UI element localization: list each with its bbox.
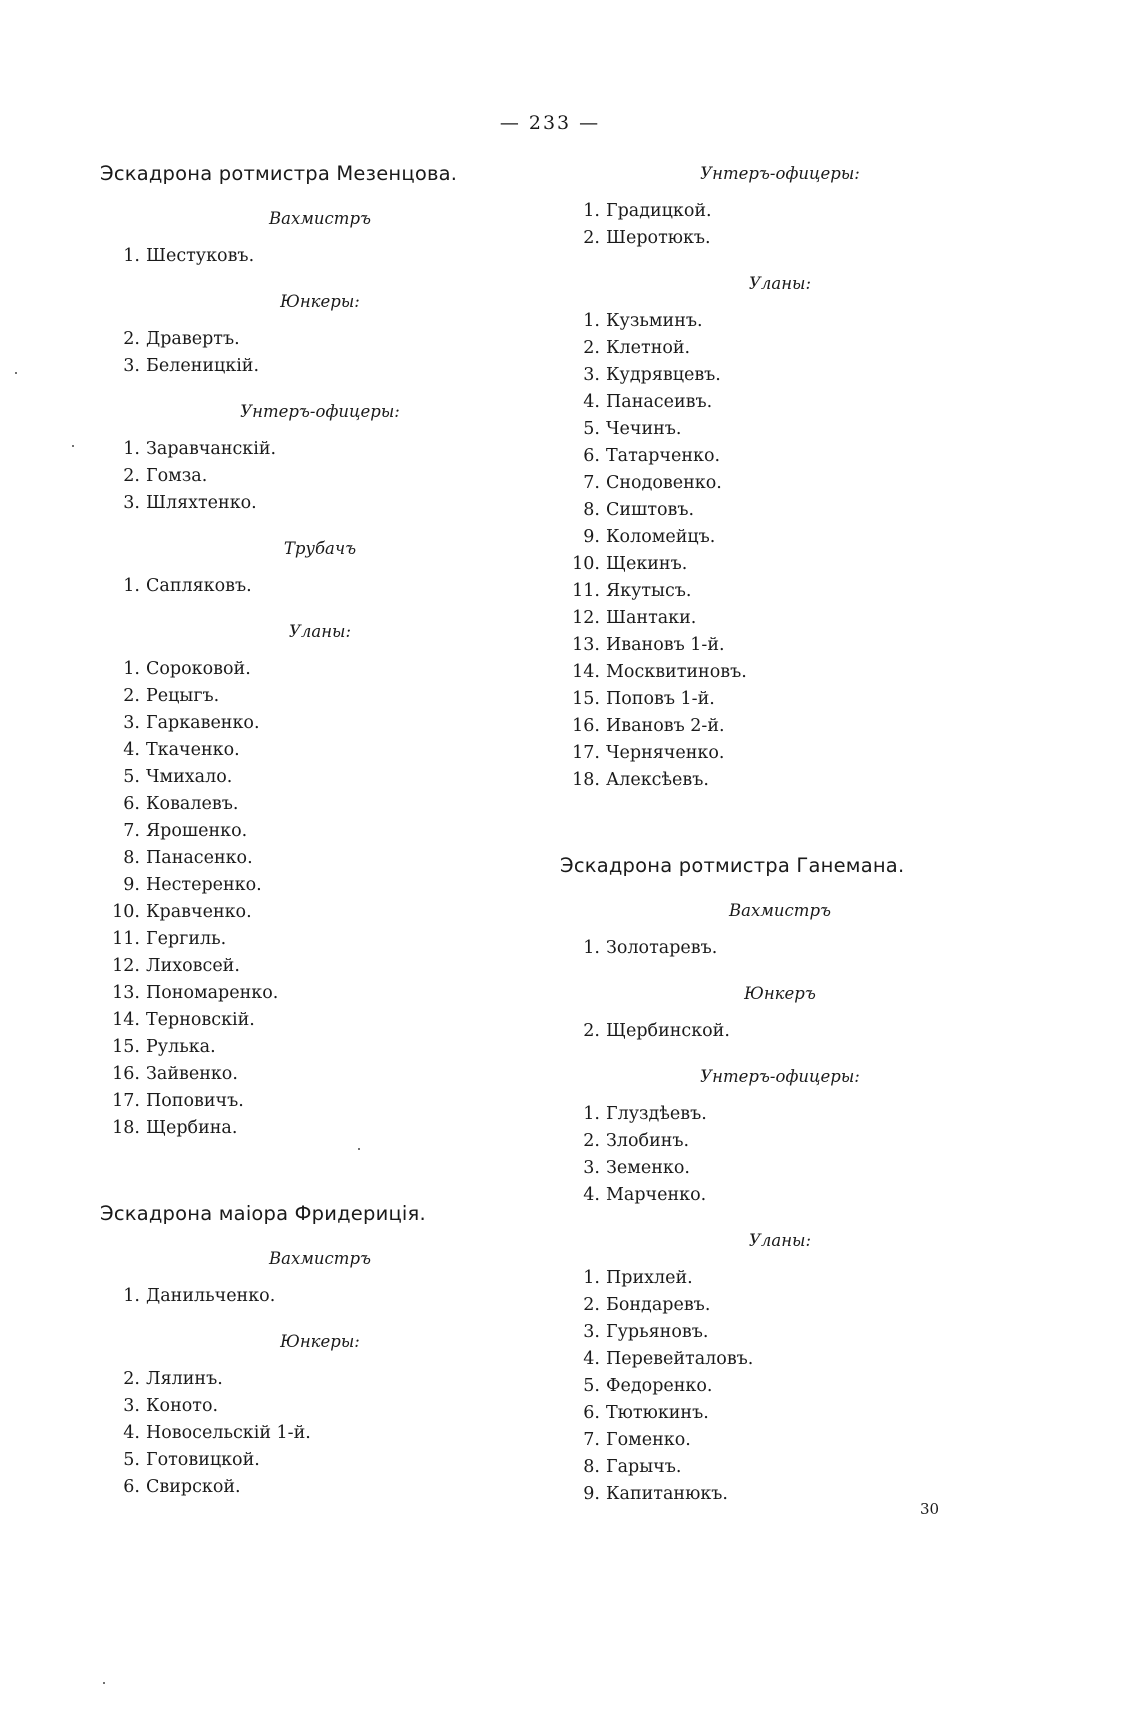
soldier-name: Федоренко.	[606, 1376, 713, 1396]
list-item	[560, 686, 1000, 713]
signature-mark: 30	[920, 1500, 940, 1518]
soldier-name: Терновскій.	[146, 1010, 255, 1030]
rank-heading: Уланы:	[748, 1231, 812, 1250]
squadron-section	[560, 162, 1000, 794]
list-item	[560, 659, 1000, 686]
list-item	[100, 791, 540, 818]
list-item	[100, 818, 540, 845]
soldier-name: Данильченко.	[146, 1286, 276, 1306]
list-item	[560, 1265, 1000, 1292]
rank-heading: Уланы:	[748, 274, 812, 293]
list-item	[560, 443, 1000, 470]
soldier-name: Панасеивъ.	[606, 392, 713, 412]
list-item	[560, 767, 1000, 794]
roster-list	[560, 935, 1000, 962]
item-number: 1.	[583, 311, 600, 331]
roster-list	[560, 1018, 1000, 1045]
list-item	[560, 1400, 1000, 1427]
soldier-name: Тютюкинъ.	[606, 1403, 709, 1423]
item-number: 1.	[123, 1286, 140, 1306]
soldier-name: Сороковой.	[146, 659, 251, 679]
item-number: 6.	[123, 1477, 140, 1497]
list-item	[560, 389, 1000, 416]
item-number: 13.	[572, 635, 600, 655]
list-item	[100, 1283, 540, 1310]
item-number: 1.	[583, 201, 600, 221]
list-item	[100, 953, 540, 980]
soldier-name: Поповъ 1-й.	[606, 689, 715, 709]
list-item	[560, 1346, 1000, 1373]
soldier-name: Дравертъ.	[146, 329, 240, 349]
list-item	[560, 1292, 1000, 1319]
soldier-name: Перевейталовъ.	[606, 1349, 754, 1369]
soldier-name: Гоменко.	[606, 1430, 691, 1450]
scan-speck	[358, 1148, 360, 1150]
item-number: 1.	[123, 576, 140, 596]
soldier-name: Ковалевъ.	[146, 794, 239, 814]
soldier-name: Беленицкій.	[146, 356, 260, 376]
soldier-name: Заравчанскій.	[146, 439, 277, 459]
list-item	[100, 1420, 540, 1447]
item-number: 4.	[583, 392, 600, 412]
soldier-name: Гурьяновъ.	[606, 1322, 709, 1342]
soldier-name: Рецыгъ.	[146, 686, 220, 706]
list-item	[560, 198, 1000, 225]
item-number: 2.	[123, 329, 140, 349]
item-number: 3.	[583, 365, 600, 385]
list-item	[100, 710, 540, 737]
item-number: 2.	[583, 1131, 600, 1151]
squadron-section	[100, 1162, 540, 1501]
scan-speck	[72, 445, 74, 447]
item-number: 6.	[123, 794, 140, 814]
list-item	[100, 1366, 540, 1393]
rank-heading: Вахмистръ	[728, 901, 832, 920]
item-number: 3.	[123, 356, 140, 376]
squadron-section	[560, 814, 1000, 1508]
soldier-name: Пономаренко.	[146, 983, 279, 1003]
soldier-name: Москвитиновъ.	[606, 662, 747, 682]
squadron-title: Эскадрона ротмистра Мезенцова.	[100, 162, 458, 185]
soldier-name: Чмихало.	[146, 767, 233, 787]
list-item	[100, 926, 540, 953]
list-item	[100, 573, 540, 600]
soldier-name: Ткаченко.	[146, 740, 240, 760]
soldier-name: Прихлей.	[606, 1268, 693, 1288]
soldier-name: Готовицкой.	[146, 1450, 260, 1470]
soldier-name: Панасенко.	[146, 848, 253, 868]
list-item	[100, 463, 540, 490]
soldier-name: Щекинъ.	[606, 554, 688, 574]
item-number: 3.	[123, 493, 140, 513]
list-item	[100, 1007, 540, 1034]
item-number: 5.	[123, 767, 140, 787]
item-number: 18.	[112, 1118, 140, 1138]
item-number: 1.	[583, 938, 600, 958]
squadron-title: Эскадрона ротмистра Ганемана.	[560, 854, 905, 877]
soldier-name: Лиховсей.	[146, 956, 240, 976]
list-item	[100, 764, 540, 791]
list-item	[560, 1454, 1000, 1481]
soldier-name: Черняченко.	[606, 743, 725, 763]
item-number: 1.	[123, 246, 140, 266]
scan-speck	[15, 372, 17, 374]
item-number: 14.	[572, 662, 600, 682]
scan-speck	[103, 1682, 105, 1684]
list-item	[100, 1474, 540, 1501]
right-column	[560, 162, 1000, 1528]
roster-list	[100, 573, 540, 600]
list-item	[560, 740, 1000, 767]
soldier-name: Новосельскій 1-й.	[146, 1423, 311, 1443]
soldier-name: Ивановъ 2-й.	[606, 716, 725, 736]
item-number: 8.	[583, 1457, 600, 1477]
item-number: 7.	[123, 821, 140, 841]
item-number: 2.	[123, 466, 140, 486]
list-item	[100, 1088, 540, 1115]
soldier-name: Шестуковъ.	[146, 246, 255, 266]
item-number: 1.	[123, 659, 140, 679]
item-number: 2.	[583, 1295, 600, 1315]
list-item	[560, 1182, 1000, 1209]
list-item	[560, 362, 1000, 389]
list-item	[560, 1101, 1000, 1128]
soldier-name: Клетной.	[606, 338, 691, 358]
item-number: 17.	[572, 743, 600, 763]
list-item	[100, 490, 540, 517]
item-number: 8.	[123, 848, 140, 868]
list-item	[100, 436, 540, 463]
roster-list	[100, 243, 540, 270]
list-item	[100, 353, 540, 380]
soldier-name: Капитанюкъ.	[606, 1484, 728, 1504]
list-item	[100, 845, 540, 872]
roster-list	[560, 198, 1000, 252]
item-number: 15.	[112, 1037, 140, 1057]
list-item	[560, 1373, 1000, 1400]
item-number: 11.	[572, 581, 600, 601]
soldier-name: Щербина.	[146, 1118, 238, 1138]
soldier-name: Гарычъ.	[606, 1457, 682, 1477]
soldier-name: Нестеренко.	[146, 875, 262, 895]
soldier-name: Ярошенко.	[146, 821, 248, 841]
soldier-name: Кравченко.	[146, 902, 252, 922]
rank-heading: Вахмистръ	[268, 209, 372, 228]
item-number: 3.	[583, 1322, 600, 1342]
soldier-name: Сапляковъ.	[146, 576, 252, 596]
item-number: 4.	[123, 740, 140, 760]
list-item	[100, 683, 540, 710]
soldier-name: Шляхтенко.	[146, 493, 257, 513]
list-item	[560, 713, 1000, 740]
page-number: — 233 —	[499, 112, 601, 134]
list-item	[100, 656, 540, 683]
list-item	[560, 1155, 1000, 1182]
rank-heading: Юнкеры:	[280, 292, 360, 311]
item-number: 8.	[583, 500, 600, 520]
list-item	[560, 416, 1000, 443]
soldier-name: Марченко.	[606, 1185, 707, 1205]
list-item	[560, 605, 1000, 632]
left-column	[100, 162, 540, 1521]
list-item	[560, 470, 1000, 497]
item-number: 2.	[123, 686, 140, 706]
list-item	[100, 1393, 540, 1420]
rank-heading: Трубачъ	[283, 539, 357, 558]
soldier-name: Градицкой.	[606, 201, 712, 221]
item-number: 4.	[583, 1349, 600, 1369]
squadron-section	[100, 162, 540, 1142]
item-number: 3.	[123, 713, 140, 733]
list-item	[100, 1447, 540, 1474]
list-item	[560, 308, 1000, 335]
rank-heading: Унтеръ-офицеры:	[700, 164, 860, 183]
item-number: 16.	[572, 716, 600, 736]
soldier-name: Коното.	[146, 1396, 219, 1416]
roster-list	[100, 1366, 540, 1501]
soldier-name: Татарченко.	[606, 446, 721, 466]
section-spacer	[560, 814, 1000, 854]
item-number: 9.	[583, 527, 600, 547]
list-item	[100, 872, 540, 899]
list-item	[560, 632, 1000, 659]
item-number: 13.	[112, 983, 140, 1003]
rank-heading: Юнкеръ	[744, 984, 816, 1003]
item-number: 10.	[112, 902, 140, 922]
item-number: 7.	[583, 473, 600, 493]
soldier-name: Гаркавенко.	[146, 713, 260, 733]
list-item	[560, 1128, 1000, 1155]
list-item	[100, 737, 540, 764]
list-item	[100, 980, 540, 1007]
soldier-name: Шантаки.	[606, 608, 697, 628]
roster-list	[100, 656, 540, 1142]
list-item	[560, 578, 1000, 605]
item-number: 2.	[583, 338, 600, 358]
item-number: 18.	[572, 770, 600, 790]
soldier-name: Лялинъ.	[146, 1369, 223, 1389]
soldier-name: Кудрявцевъ.	[606, 365, 721, 385]
list-item	[100, 1034, 540, 1061]
item-number: 9.	[583, 1484, 600, 1504]
list-item	[100, 326, 540, 353]
item-number: 1.	[123, 439, 140, 459]
item-number: 5.	[583, 1376, 600, 1396]
soldier-name: Ивановъ 1-й.	[606, 635, 725, 655]
soldier-name: Якутысъ.	[606, 581, 692, 601]
item-number: 6.	[583, 1403, 600, 1423]
item-number: 1.	[583, 1268, 600, 1288]
list-item	[100, 1115, 540, 1142]
list-item	[560, 1319, 1000, 1346]
roster-list	[560, 1265, 1000, 1508]
list-item	[560, 335, 1000, 362]
item-number: 2.	[123, 1369, 140, 1389]
soldier-name: Кузьминъ.	[606, 311, 703, 331]
soldier-name: Чечинъ.	[606, 419, 682, 439]
item-number: 12.	[112, 956, 140, 976]
soldier-name: Свирской.	[146, 1477, 241, 1497]
soldier-name: Сиштовъ.	[606, 500, 695, 520]
soldier-name: Коломейцъ.	[606, 527, 716, 547]
roster-list	[100, 326, 540, 380]
item-number: 4.	[123, 1423, 140, 1443]
roster-list	[100, 1283, 540, 1310]
list-item	[560, 935, 1000, 962]
item-number: 16.	[112, 1064, 140, 1084]
list-item	[560, 1427, 1000, 1454]
rank-heading: Вахмистръ	[268, 1249, 372, 1268]
list-item	[560, 524, 1000, 551]
list-item	[560, 497, 1000, 524]
item-number: 5.	[583, 419, 600, 439]
roster-list	[560, 308, 1000, 794]
section-spacer	[100, 1162, 540, 1202]
soldier-name: Золотаревъ.	[606, 938, 718, 958]
rank-heading: Унтеръ-офицеры:	[700, 1067, 860, 1086]
soldier-name: Шеротюкъ.	[606, 228, 711, 248]
item-number: 3.	[583, 1158, 600, 1178]
list-item	[100, 243, 540, 270]
item-number: 6.	[583, 446, 600, 466]
roster-list	[100, 436, 540, 517]
soldier-name: Поповичъ.	[146, 1091, 244, 1111]
list-item	[560, 551, 1000, 578]
item-number: 11.	[112, 929, 140, 949]
item-number: 2.	[583, 1021, 600, 1041]
rank-heading: Уланы:	[288, 622, 352, 641]
soldier-name: Злобинъ.	[606, 1131, 690, 1151]
item-number: 9.	[123, 875, 140, 895]
soldier-name: Гомза.	[146, 466, 208, 486]
soldier-name: Снодовенко.	[606, 473, 722, 493]
roster-list	[560, 1101, 1000, 1209]
list-item	[100, 899, 540, 926]
soldier-name: Зайвенко.	[146, 1064, 238, 1084]
soldier-name: Глуздѣевъ.	[606, 1104, 707, 1124]
item-number: 7.	[583, 1430, 600, 1450]
list-item	[560, 225, 1000, 252]
squadron-title: Эскадрона маіора Фридериція.	[100, 1202, 426, 1225]
rank-heading: Унтеръ-офицеры:	[240, 402, 400, 421]
item-number: 17.	[112, 1091, 140, 1111]
list-item	[100, 1061, 540, 1088]
item-number: 3.	[123, 1396, 140, 1416]
soldier-name: Щербинской.	[606, 1021, 730, 1041]
soldier-name: Алексѣевъ.	[606, 770, 709, 790]
soldier-name: Земенко.	[606, 1158, 690, 1178]
item-number: 14.	[112, 1010, 140, 1030]
item-number: 5.	[123, 1450, 140, 1470]
item-number: 12.	[572, 608, 600, 628]
item-number: 10.	[572, 554, 600, 574]
soldier-name: Гергиль.	[146, 929, 227, 949]
item-number: 15.	[572, 689, 600, 709]
rank-heading: Юнкеры:	[280, 1332, 360, 1351]
item-number: 2.	[583, 228, 600, 248]
soldier-name: Рулька.	[146, 1037, 216, 1057]
item-number: 1.	[583, 1104, 600, 1124]
soldier-name: Бондаревъ.	[606, 1295, 711, 1315]
list-item	[560, 1018, 1000, 1045]
item-number: 4.	[583, 1185, 600, 1205]
